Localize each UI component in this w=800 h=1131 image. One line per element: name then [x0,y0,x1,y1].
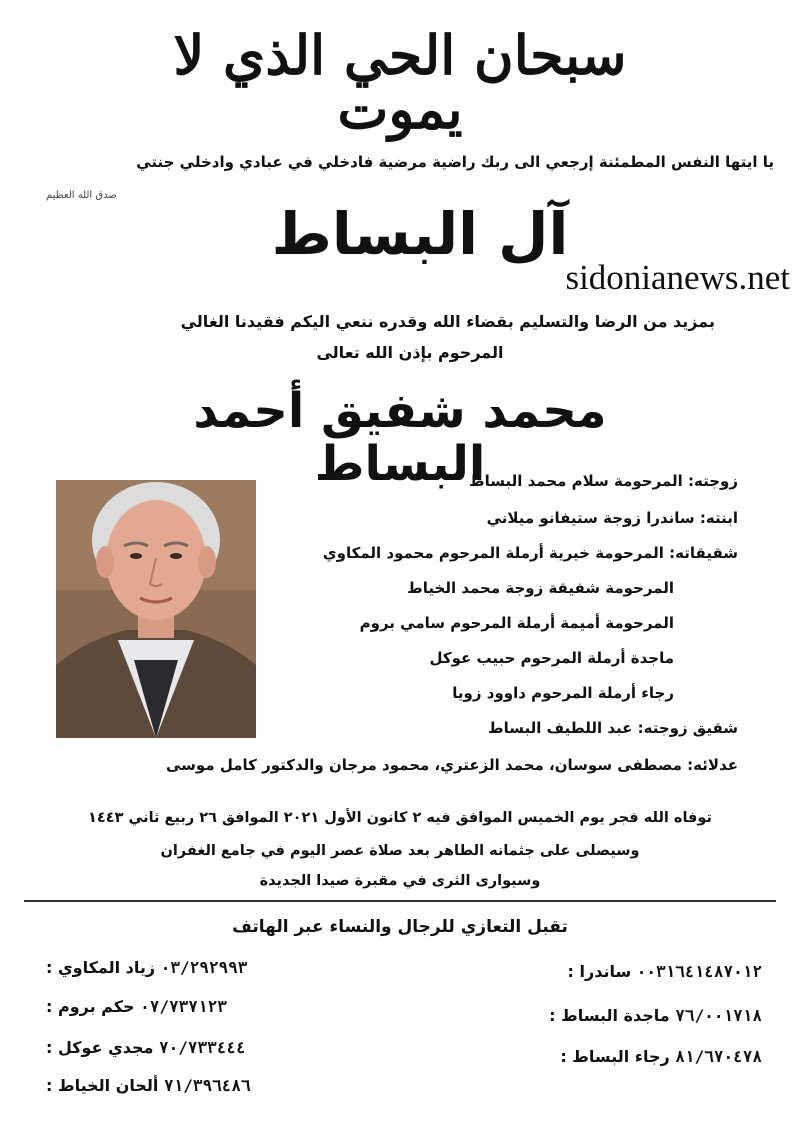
contact-phone: ٧٦/٠٠١٧١٨ [675,1006,762,1025]
relative-sister: المرحومة شفيقة زوجة محمد الخياط [407,579,674,597]
death-date-line: توفاه الله فجر يوم الخميس الموافق فيه ٢ كانون الأول ٢٠٢١ الموافق ٢٦ ربيع ثاني ١٤٤٣ [88,810,712,826]
contact-phone: ٧١/٣٩٦٤٨٦ [163,1076,251,1095]
relative-sisters-header: شقيقاته: المرحومة خيرية أرملة المرحوم محمود المكاوي [322,544,738,562]
contact-phone: ٠٠٣١٦٤١٤٨٧٠١٢ [636,962,762,981]
funeral-prayer-line: وسيصلى على جثمانه الطاهر بعد صلاة عصر اليوم في جامع الغفران [160,843,640,859]
contact-phone: ٨١/٦٧٠٤٧٨ [675,1047,762,1066]
contact-entry [549,1006,762,1025]
portrait-illustration [56,480,256,738]
contact-name: رجاء البساط : [560,1047,670,1066]
contact-entry [46,997,227,1016]
burial-line: وسيوارى الثرى في مقبرة صيدا الجديدة [259,873,541,889]
relative-wife: زوجته: المرحومة سلام محمد البساط [469,472,738,490]
family-name: آل البساط [271,200,569,268]
header-calligraphy: سبحان الحي الذي لا يموت [173,23,627,141]
relative-in-laws: عدلائه: مصطفى سوسان، محمد الزعتري، محمود مرجان والدكتور كامل موسى [166,756,738,774]
contact-entry [560,1047,762,1066]
condolences-title: تقبل التعازي للرجال والنساء عبر الهاتف [232,917,568,937]
intro-line-2: المرحوم بإذن الله تعالى [316,343,504,362]
contact-entry [46,958,247,977]
divider [24,900,776,902]
quran-verse: يا ايتها النفس المطمئنة إرجعي الى ربك راضية مرضية فادخلي في عبادي وادخلي جنتي [136,153,774,171]
contact-name: حكم بروم : [46,997,135,1016]
relative-brother-in-law: شقيق زوجته: عبد اللطيف البساط [488,719,738,737]
relative-sister: رجاء أرملة المرحوم داوود زويا [452,684,674,702]
contact-name: مجدي عوكل : [46,1038,154,1057]
contact-name: ماجدة البساط : [549,1006,670,1025]
contact-entry [568,962,762,981]
contact-phone: ٧٠/٧٣٣٤٤٤ [159,1038,246,1057]
deceased-name: محمد شفيق أحمد البساط [193,383,607,492]
relative-sister: المرحومة أميمة أرملة المرحوم سامي بروم [359,614,674,632]
deceased-photo [56,480,256,738]
contact-entry [46,1076,251,1095]
watermark-site: sidonianews.net [565,258,790,297]
contact-name: ساندرا : [567,962,632,981]
relative-daughter: ابنته: ساندرا زوجة ستيفانو ميلاني [486,509,738,527]
relative-sister: ماجدة أرملة المرحوم حبيب عوكل [429,649,674,667]
contact-name: زياد المكاوي : [46,958,156,977]
contact-phone: ٠٧/٧٣٧١٢٣ [140,997,227,1016]
verse-ending: صدق الله العظيم [46,190,117,201]
contact-name: ألحان الخياط : [46,1076,159,1095]
contact-entry [46,1038,246,1057]
intro-line-1: بمزيد من الرضا والتسليم بقضاء الله وقدره ننعي اليكم فقيدنا الغالي [180,312,715,331]
contact-phone: ٠٣/٢٩٢٩٩٣ [160,958,248,977]
